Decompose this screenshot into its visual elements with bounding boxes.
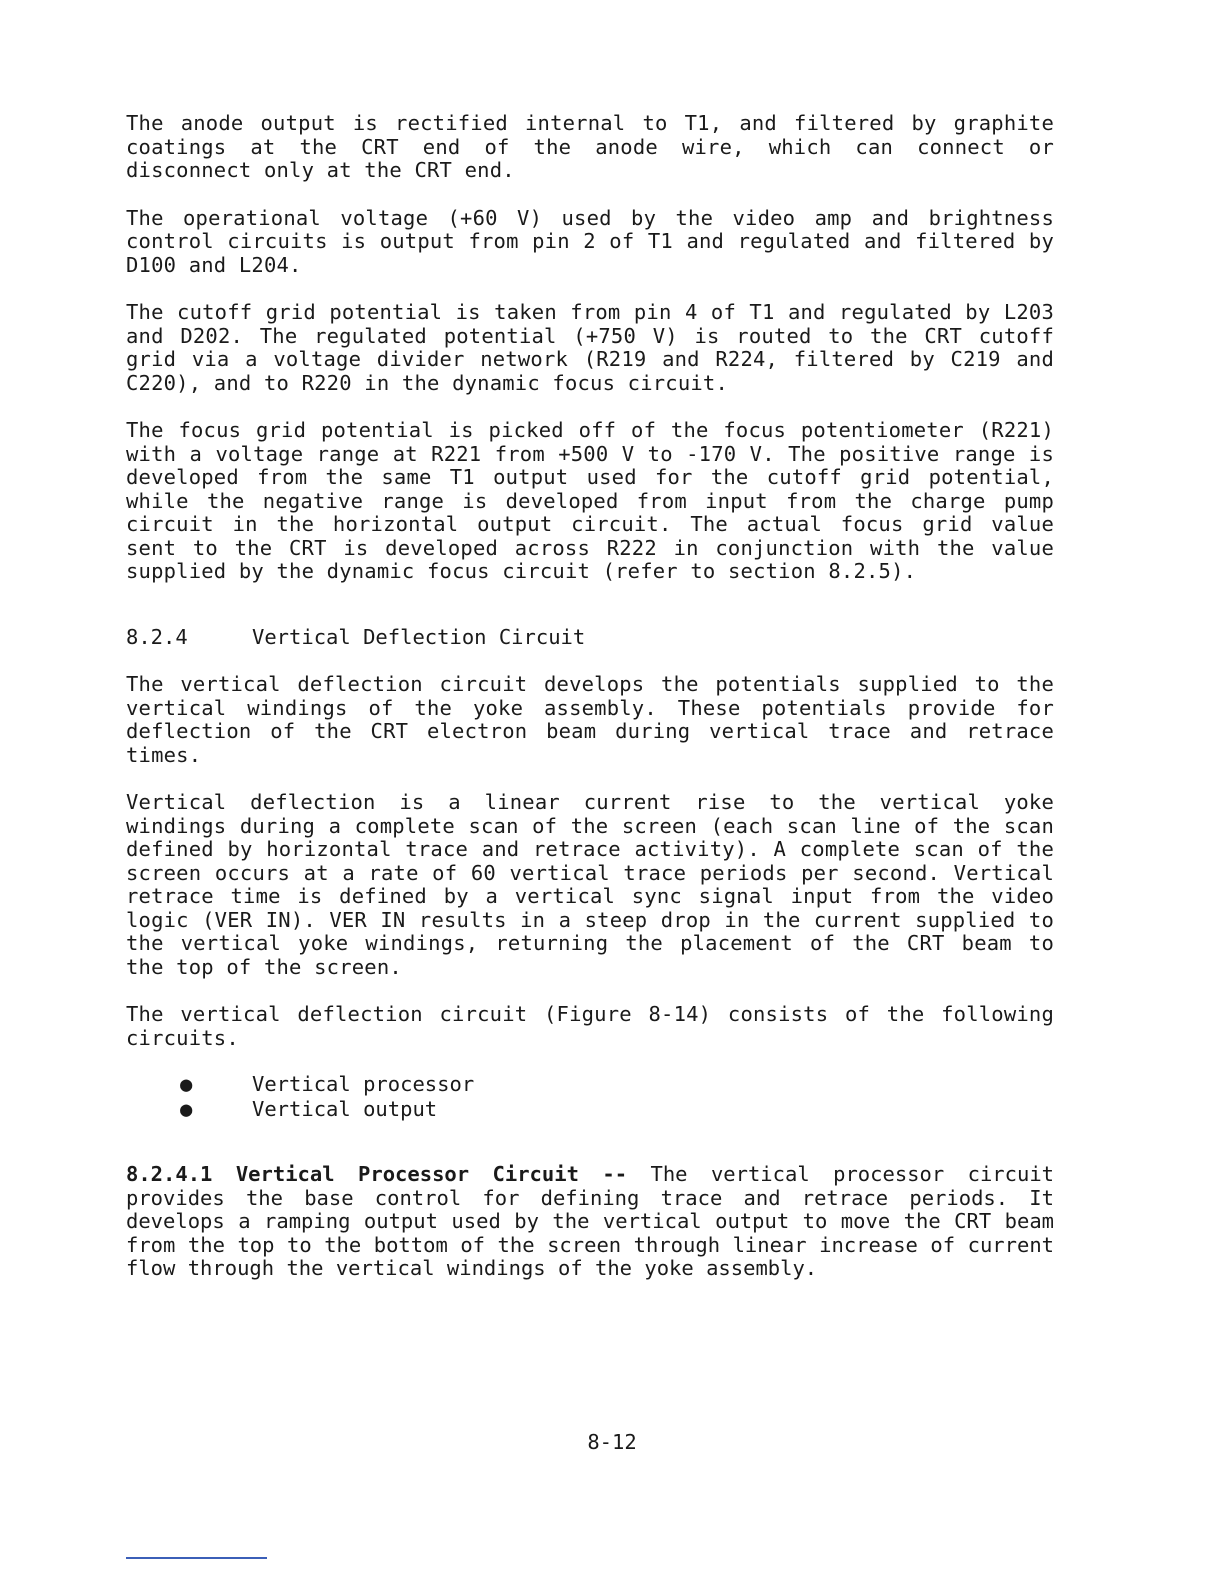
bullet-icon: ● [180,1096,193,1121]
list-item-label: Vertical processor [252,1072,475,1096]
list-item-label: Vertical output [252,1096,438,1121]
footer-rule [126,1557,267,1559]
section-title: Vertical Deflection Circuit [252,624,586,649]
paragraph-cutoff-grid: The cutoff grid potential is taken from pin 4 of T1 and regulated by L203 and D202. The regulated potential (+750 V) is routed to the CRT cutoff grid via a voltage divider network (R219 and R224, filtered by C219 and C220), and to R220 in the dynamic focus circuit. [126,300,1054,395]
document-page [126,112,1054,1281]
paragraph-anode-output: The anode output is rectified internal to T1, and filtered by graphite coatings at the CRT end of the anode wire, which can connect or disconnect only at the CRT end. [126,111,1054,182]
circuit-list [126,1072,1054,1121]
section-number: 8.2.4 [126,624,188,649]
subsection-text: The vertical processor circuit provides the base control for defining trace and retrace periods. It develops a ramping output used by the vertical output to move the CRT beam from the top to the bottom of the screen through linear increase of current flow through the vertical windings of the yoke assembly. [126,1162,1055,1280]
section-heading [126,626,1054,650]
paragraph-vertical-deflection: Vertical deflection is a linear current rise to the vertical yoke windings during a complete scan of the screen (each scan line of the scan defined by horizontal trace and retrace activity). A complete scan of the screen occurs at a rate of 60 vertical trace periods per second. Vertical retrace time is defined by a vertical sync signal input from the video logic (VER IN). VER IN results in a steep drop in the current supplied to the vertical yoke windings, returning the placement of the CRT beam to the top of the screen. [126,790,1054,979]
bullet-icon: ● [180,1072,193,1096]
list-item [126,1072,1054,1097]
subsection-paragraph [126,1163,1054,1281]
page-number: 8-12 [587,1430,637,1454]
subsection-number: 8.2.4.1 [126,1162,213,1186]
paragraph-vertical-intro: The vertical deflection circuit develops the potentials supplied to the vertical windings of the yoke assembly. These potentials provide for deflection of the CRT electron beam during vertical trace and retrace times. [126,672,1054,767]
paragraph-focus-grid: The focus grid potential is picked off of the focus potentiometer (R221) with a voltage range at R221 from +500 V to -170 V. The positive range is developed from the same T1 output used for the cutoff grid potential, while the negative range is developed from input from the charge pump circuit in the horizontal output circuit. The actual focus grid value sent to the CRT is developed across R222 in conjunction with the value supplied by the dynamic focus circuit (refer to section 8.2.5). [126,418,1054,583]
paragraph-vertical-circuits: The vertical deflection circuit (Figure 8-14) consists of the following circuits. [126,1002,1054,1050]
paragraph-operational-voltage: The operational voltage (+60 V) used by the video amp and brightness control circuits is output from pin 2 of T1 and regulated and filtered by D100 and L204. [126,205,1054,277]
subsection-title: Vertical Processor Circuit -- [235,1162,628,1186]
list-item [126,1097,1054,1122]
